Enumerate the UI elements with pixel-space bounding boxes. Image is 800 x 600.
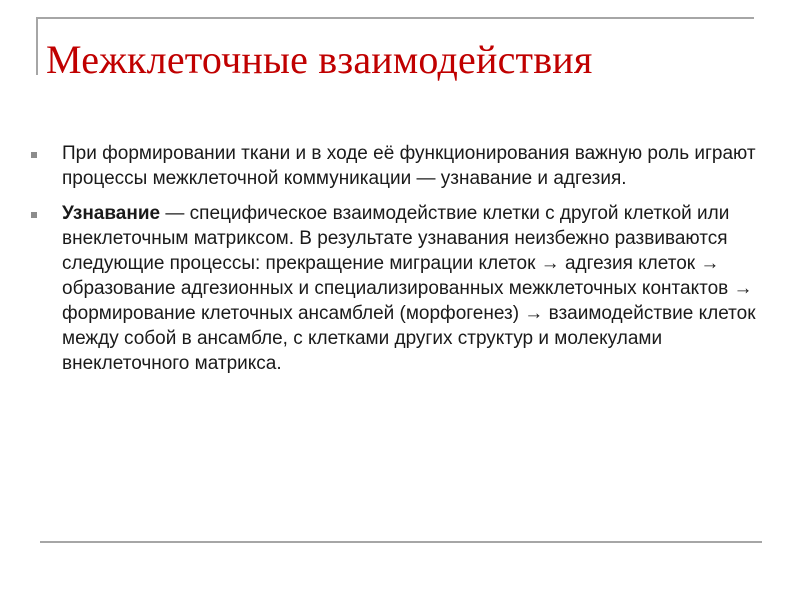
slide-content xyxy=(28,141,758,386)
bullet-text: — специфическое взаимодействие клетки с другой клеткой или внеклеточным матриксом. В результате узнавания неизбежно развиваются следующие процессы: прекращение миграции клеток → адгезия клеток → образование адгезионных и специализированных межклеточных контактов → формирование клеточных ансамблей (морфогенез) → взаимодействие клеток между собой в ансамбле, с клетками других структур и молекулами внеклеточного матрикса. xyxy=(62,203,756,374)
bullet-item-intro xyxy=(28,141,758,191)
square-bullet-icon xyxy=(31,152,37,158)
top-horizontal-rule xyxy=(36,17,754,19)
bullet-text: При формировании ткани и в ходе её функционирования важную роль играют процессы межклеточной коммуникации — узнавание и адгезия. xyxy=(62,143,756,189)
bullet-term: Узнавание xyxy=(62,203,161,224)
bullet-item-recognition xyxy=(28,201,758,376)
slide-title: Межклеточные взаимодействия xyxy=(46,37,593,82)
square-bullet-icon xyxy=(31,212,37,218)
bottom-horizontal-rule xyxy=(40,541,762,543)
top-vertical-rule xyxy=(36,17,38,75)
